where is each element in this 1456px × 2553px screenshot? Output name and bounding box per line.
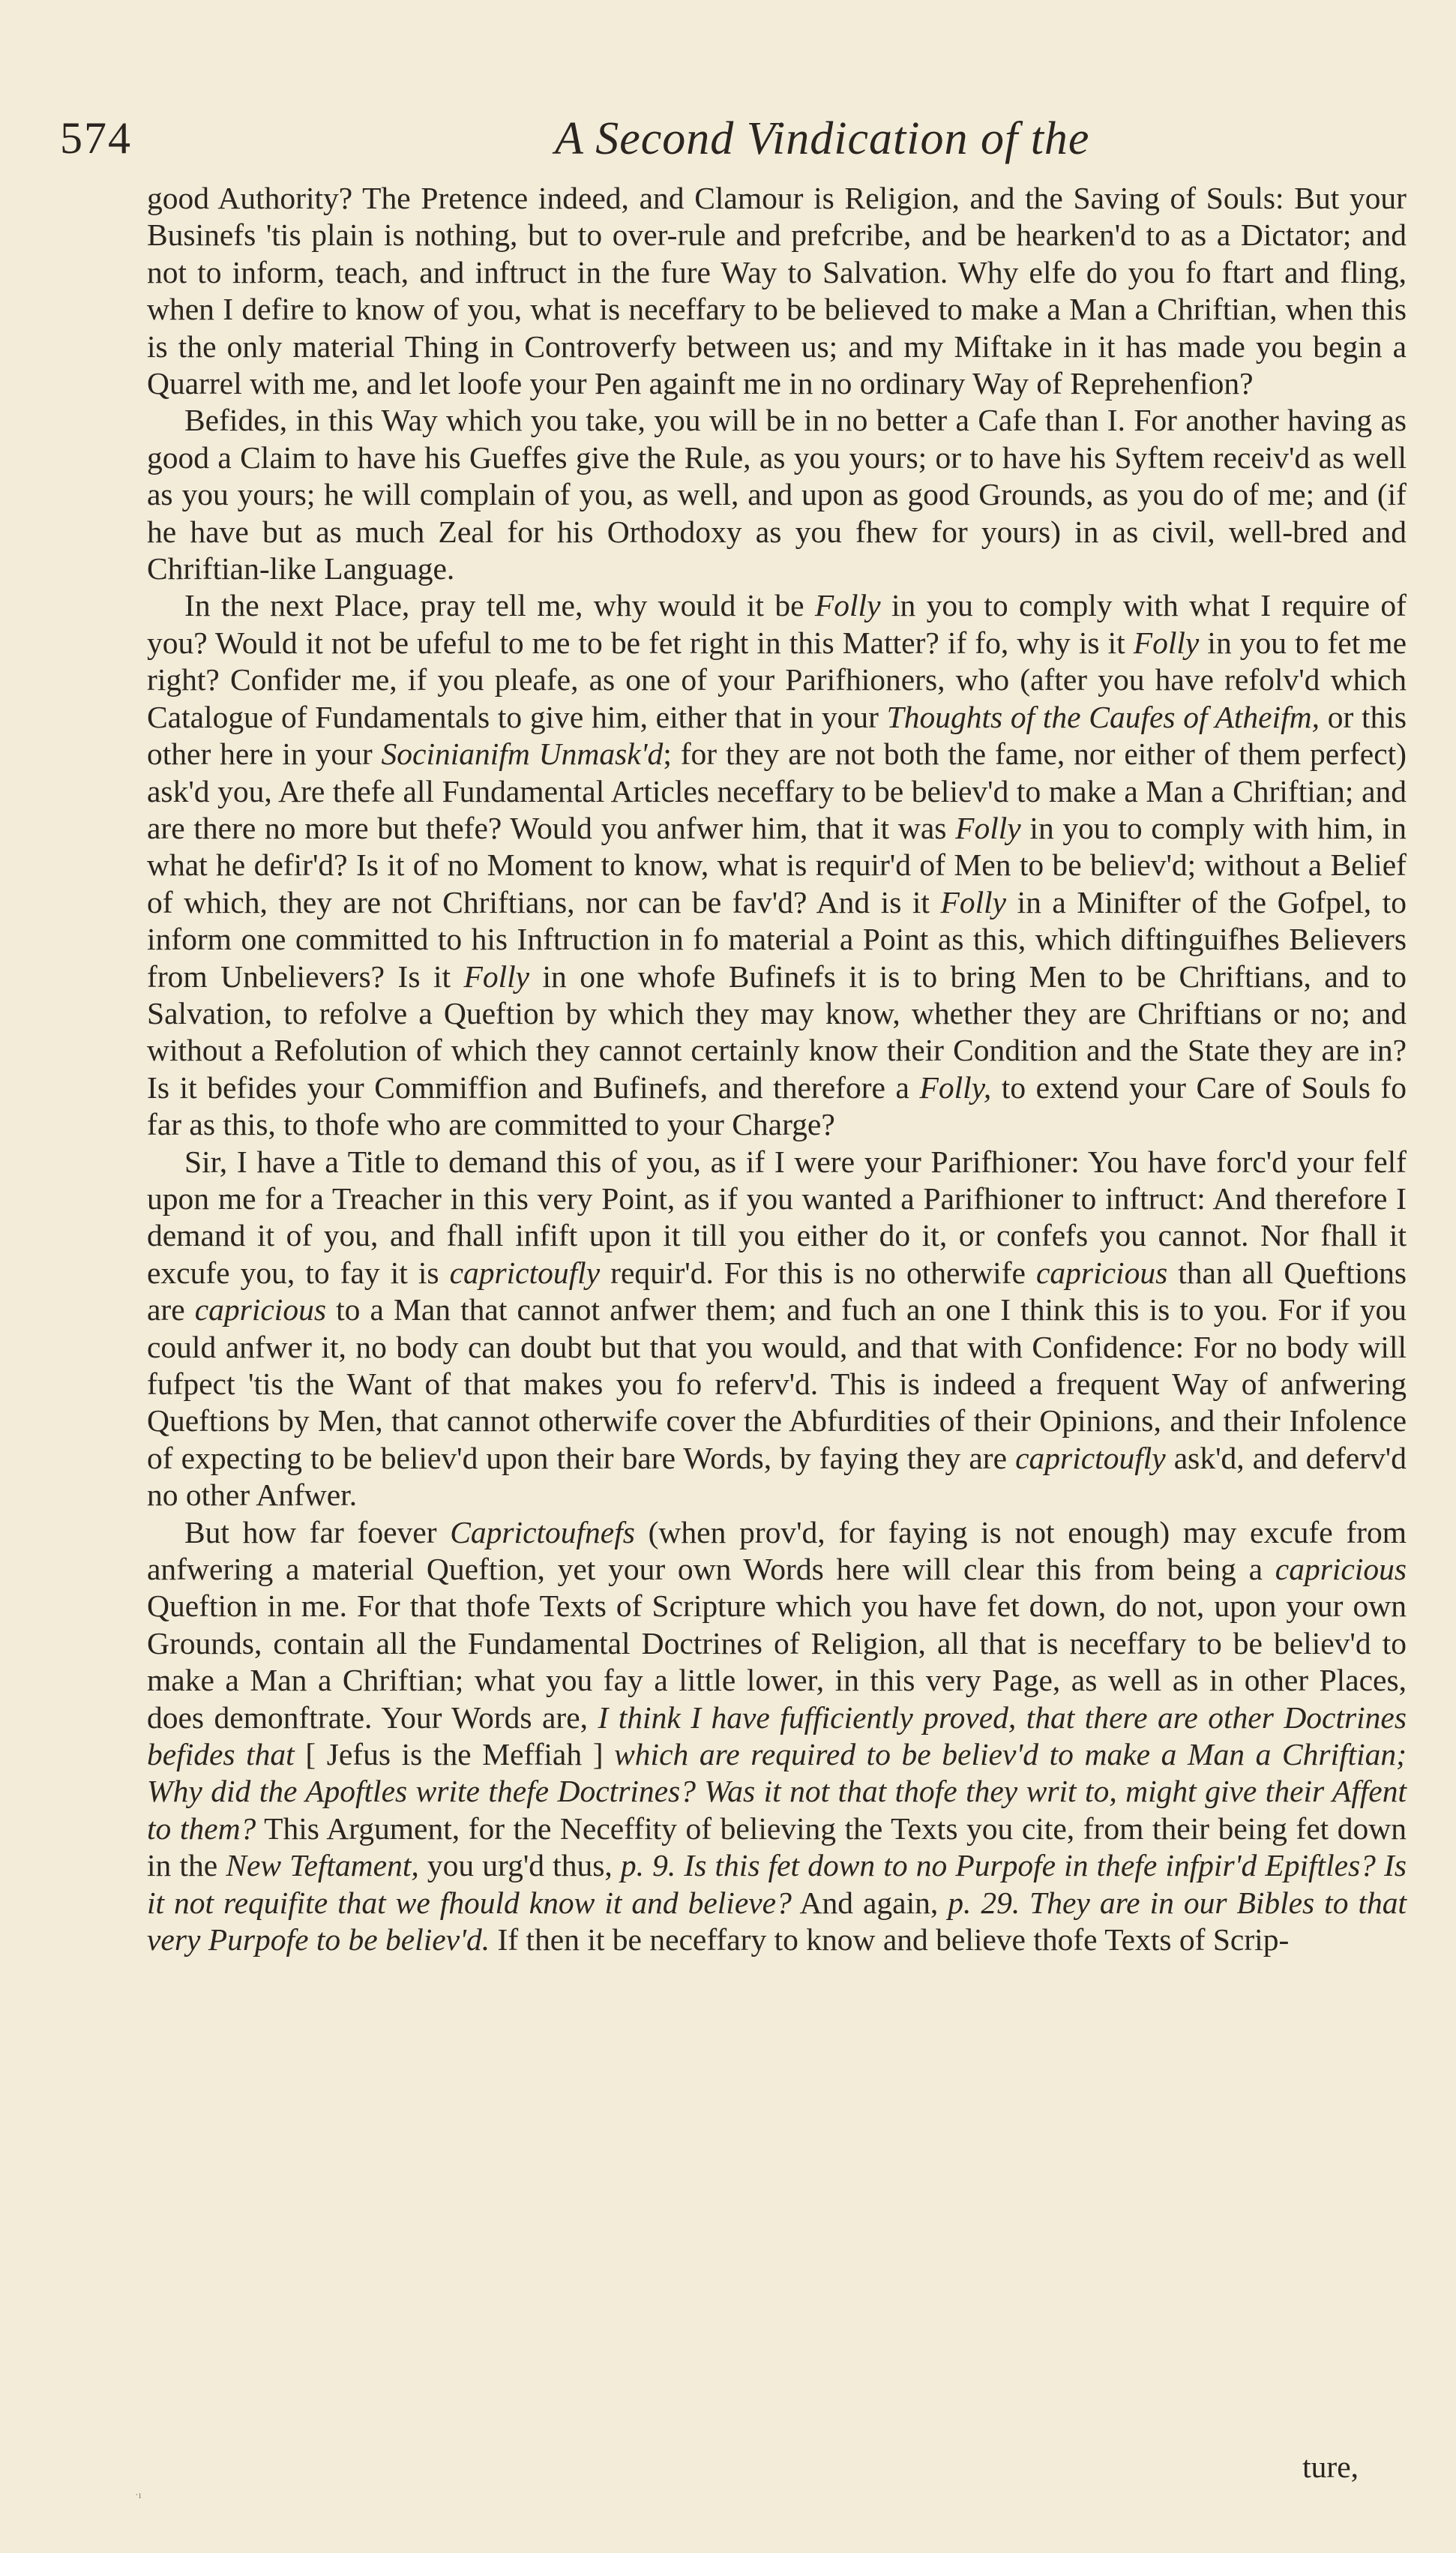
page-header bbox=[60, 112, 1410, 172]
paragraph bbox=[147, 587, 1407, 1143]
italic-text: New Teftament, bbox=[226, 1848, 419, 1883]
text-run: than all Queftions are bbox=[147, 1255, 1407, 1328]
text-run: [ Jefus is the Meffiah ] bbox=[294, 1737, 615, 1772]
text-run: in one whofe Bufinefs it is to bring Men to be Chriftians, and to Salvation, to refolve a Queftion by which they may know, whether they are Chriftians or no; and without a Refolution of which they cannot certainly know their Condition and the State they are in? Is it befides your Commiffion and Bufinefs, and therefore a bbox=[147, 958, 1407, 1105]
italic-text: I think I have fufficiently proved, that there are other Doctrines befides that bbox=[147, 1700, 1407, 1772]
italic-text: capricious bbox=[1275, 1552, 1407, 1587]
text-run: This Argument, for the Neceffity of believing the Texts you cite, from their being fet down in the bbox=[147, 1810, 1407, 1883]
paragraph bbox=[147, 180, 1407, 402]
italic-text: capricious bbox=[194, 1292, 326, 1328]
italic-text: p. 9. Is this fet down to no Purpofe in thefe infpir'd Epiftles? Is it not requifite that we fhould know it and believe? bbox=[147, 1848, 1407, 1920]
margin-mark: ·ı bbox=[135, 2490, 142, 2501]
italic-text: caprictoufly bbox=[1015, 1440, 1166, 1475]
text-run: you urg'd thus, bbox=[418, 1848, 621, 1883]
catchword: ture, bbox=[1302, 2450, 1359, 2484]
text-run: in you to comply with him, in what he defir'd? Is it of no Moment to know, what is requir'd of Men to be believ'd; without a Belief of which, they are not Chriftians, nor can be fav'd? And is it bbox=[147, 810, 1407, 920]
text-run: In the next Place, pray tell me, why would it be bbox=[184, 588, 815, 623]
italic-text: Folly bbox=[814, 588, 881, 623]
italic-text: Folly bbox=[1133, 625, 1200, 660]
text-run: or this other here in your bbox=[147, 699, 1407, 772]
text-run: ask'd, and deferv'd no other Anfwer. bbox=[147, 1440, 1407, 1513]
italic-text: Folly bbox=[955, 810, 1021, 845]
paragraph bbox=[147, 1144, 1407, 1514]
text-run: in a Minifter of the Gofpel, to inform one committed to his Inftruction in fo material a Point as this, which diftinguifhes Believers from Unbelievers? Is it bbox=[147, 884, 1407, 994]
text-run: Sir, I have a Title to demand this of you, as if I were your Parifhioner: You have forc'd your felf upon me for a Treacher in this very Point, as if you wanted a Parifhioner to inftruct: And therefore I demand it of you, and fhall infift upon it till you either do it, or confefs you cannot. Nor fhall it excufe you, to fay it is bbox=[147, 1144, 1407, 1290]
body-text bbox=[147, 180, 1407, 1959]
page-number: 574 bbox=[60, 113, 132, 163]
italic-text: capricious bbox=[1036, 1255, 1168, 1290]
italic-text: which are required to be believ'd to make a Man a Chriftian; Why did the Apoftles write thefe Doctrines? Was it not that thofe they writ to, might give their Affent to them? bbox=[147, 1737, 1407, 1846]
text-run: in you to comply with what I require of you? Would it not be ufeful to me to be fet right in this Matter? if fo, why is it bbox=[147, 588, 1407, 660]
text-run: to extend your Care of Souls fo far as this, to thofe who are committed to your Charge? bbox=[147, 1070, 1407, 1142]
italic-text: Caprictoufnefs bbox=[450, 1514, 635, 1550]
paragraph bbox=[147, 1514, 1407, 1959]
italic-text: Folly bbox=[940, 884, 1007, 920]
text-run: But how far foever bbox=[184, 1514, 451, 1550]
italic-text: caprictoufly bbox=[449, 1255, 601, 1290]
italic-text: Socinianifm Unmask'd bbox=[381, 736, 664, 772]
text-run: (when prov'd, for faying is not enough) may excufe from anfwering a material Queftion, yet your own Words here will clear this from being a bbox=[147, 1514, 1407, 1587]
italic-text: Folly, bbox=[919, 1070, 992, 1105]
text-run: to a Man that cannot anfwer them; and fuch an one I think this is to you. For if you could anfwer it, no body can doubt but that you would, and that with Confidence: For no body will fufpect 'tis the Want of that makes you fo referv'd. This is indeed a frequent Way of anfwering Queftions by Men, that cannot otherwife cover the Abfurdities of their Opinions, and their Infolence of expecting to be believ'd upon their bare Words, by faying they are bbox=[147, 1292, 1407, 1475]
text-run: Befides, in this Way which you take, you will be in no better a Cafe than I. For another having as good a Claim to have his Gueffes give the Rule, as you yours; or to have his Syftem receiv'd as well as you yours; he will complain of you, as well, and upon as good Grounds, as you do of me; and (if he have but as much Zeal for his Orthodoxy as you fhew for yours) in as civil, well-bred and Chriftian-like Language. bbox=[147, 403, 1407, 586]
italic-text: Thoughts of the Caufes of Atheifm, bbox=[886, 699, 1320, 734]
text-run: If then it be neceffary to know and believe thofe Texts of Scrip- bbox=[490, 1922, 1290, 1958]
text-run: in you to fet me right? Confider me, if you pleafe, as one of your Parifhioners, who (after you have refolv'd which Catalogue of Fundamentals to give him, either that in your bbox=[147, 625, 1407, 734]
paragraph bbox=[147, 402, 1407, 587]
italic-text: p. 29. They are in our Bibles to that very Purpofe to be believ'd. bbox=[147, 1885, 1407, 1958]
text-run: Queftion in me. For that thofe Texts of Scripture which you have fet down, do not, upon your own Grounds, contain all the Fundamental Doctrines of Religion, all that is neceffary to be believ'd to make a Man a Chriftian; what you fay a little lower, in this very Page, as well as in other Places, does demonftrate. Your Words are, bbox=[147, 1588, 1407, 1735]
text-run: requir'd. For this is no otherwife bbox=[600, 1255, 1037, 1290]
text-run: And again, bbox=[791, 1885, 948, 1920]
text-run: ; for they are not both the fame, nor either of them perfect) ask'd you, Are thefe all Fundamental Articles neceffary to be believ'd to make a Man a Chriftian; and are there no more but thefe? Would you anfwer him, that it was bbox=[147, 736, 1407, 845]
italic-text: Folly bbox=[463, 958, 530, 994]
text-run: good Authority? The Pretence indeed, and Clamour is Religion, and the Saving of Souls: But your Businefs 'tis plain is nothing, but to over-rule and prefcribe, and be hearken'd to as a Dictator; and not to inform, teach, and inftruct in the fure Way to Salvation. Why elfe do you fo ftart and fling, when I defire to know of you, what is neceffary to be believed to make a Man a Chriftian, when this is the only material Thing in Controverfy between us; and my Miftake in it has made you begin a Quarrel with me, and let loofe your Pen againft me in no ordinary Way of Reprehenfion? bbox=[147, 181, 1407, 401]
running-title: A Second Vindication of the bbox=[555, 113, 1090, 164]
